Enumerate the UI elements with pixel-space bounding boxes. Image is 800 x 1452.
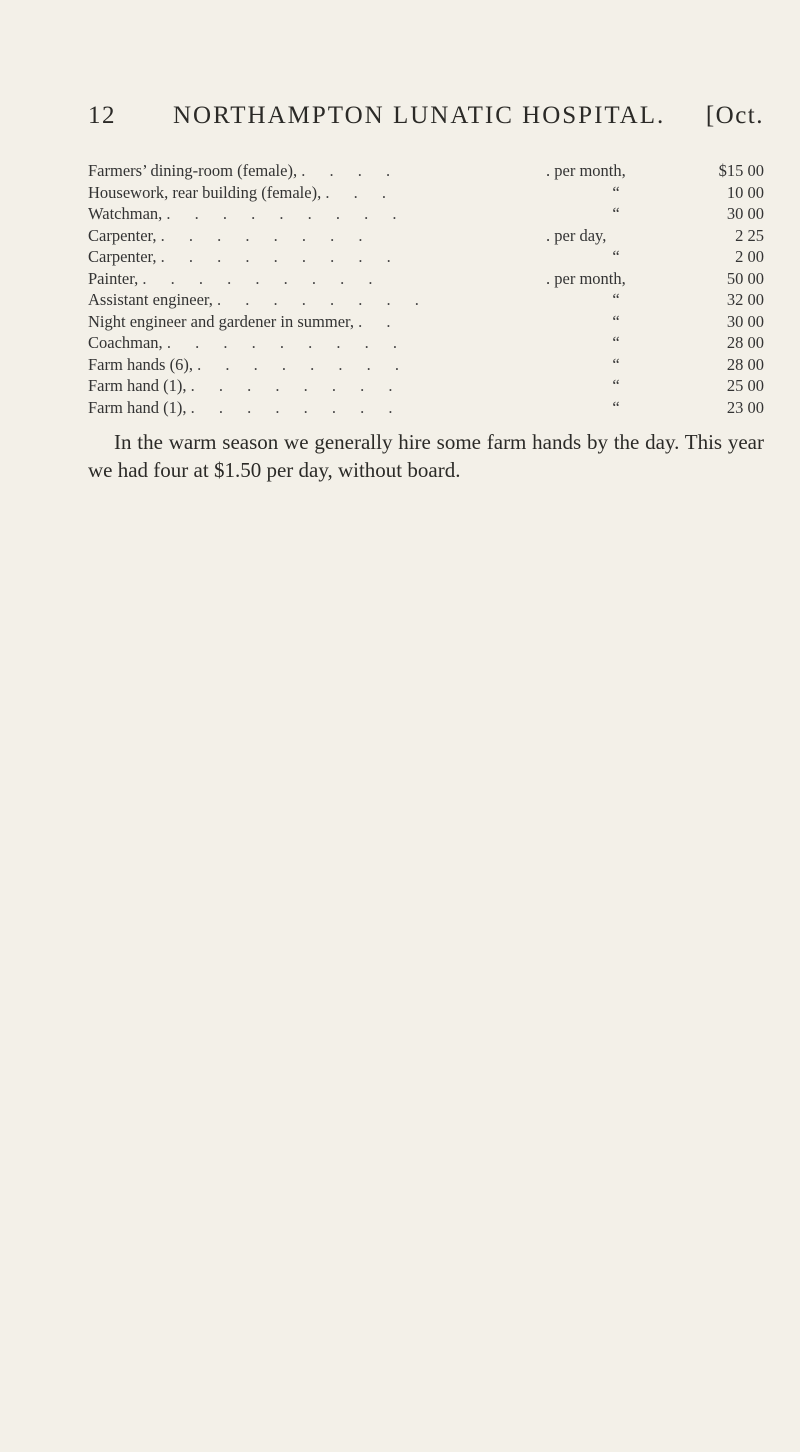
amount-cell: 30 00 bbox=[726, 311, 764, 331]
unit-cell: . per month, bbox=[546, 268, 626, 288]
position-cell: Assistant engineer, . . . . . . . . bbox=[88, 290, 429, 309]
dot-leader: . . . . . . . . bbox=[217, 290, 429, 309]
dot-leader: . . . . . . . . . bbox=[166, 204, 407, 223]
dot-leader: . . . . bbox=[301, 161, 401, 180]
page-number: 12 bbox=[88, 102, 116, 129]
table-row bbox=[88, 311, 764, 333]
dot-leader: . . . bbox=[325, 182, 396, 202]
amount-cell: 32 00 bbox=[726, 290, 764, 309]
table-row bbox=[88, 354, 764, 376]
position-cell: Painter, . . . . . . . . . bbox=[88, 268, 383, 288]
table-row bbox=[88, 332, 764, 354]
table-row bbox=[88, 246, 764, 268]
unit-cell: “ bbox=[612, 290, 620, 309]
position-cell: Carpenter, . . . . . . . . . bbox=[88, 247, 401, 266]
unit-cell: . per day, bbox=[546, 225, 607, 245]
amount-cell: 23 00 bbox=[726, 397, 764, 417]
table-row bbox=[88, 160, 764, 182]
dot-leader: . . . . . . . . bbox=[197, 354, 409, 374]
position-cell: Watchman, . . . . . . . . . bbox=[88, 204, 407, 223]
body-paragraph: In the warm season we generally hire some farm hands by the day. This year we had four at $1.50 per day, without board. bbox=[88, 430, 764, 482]
position-cell: Farm hands (6), . . . . . . . . bbox=[88, 354, 409, 374]
position-cell: Farmers’ dining-room (female), . . . . bbox=[88, 161, 401, 180]
dot-leader: . . . . . . . . bbox=[190, 376, 403, 395]
unit-cell: “ bbox=[612, 247, 620, 266]
running-head bbox=[88, 102, 764, 136]
amount-cell: 50 00 bbox=[726, 268, 764, 288]
amount-cell: 10 00 bbox=[726, 182, 764, 202]
table-row bbox=[88, 182, 764, 204]
amount-cell: 30 00 bbox=[726, 204, 764, 223]
table-row bbox=[88, 397, 764, 419]
unit-cell: “ bbox=[612, 376, 620, 395]
dot-leader: . . . . . . . . bbox=[160, 225, 373, 245]
header-month: [Oct. bbox=[705, 102, 764, 129]
dot-leader: . . . . . . . . bbox=[190, 397, 403, 417]
position-cell: Farm hand (1), . . . . . . . . bbox=[88, 397, 403, 417]
unit-cell: “ bbox=[612, 333, 620, 352]
amount-cell: 2 00 bbox=[735, 247, 764, 266]
table-row bbox=[88, 225, 764, 247]
wage-table bbox=[88, 160, 764, 418]
unit-cell: “ bbox=[612, 397, 620, 417]
dot-leader: . . . . . . . . . bbox=[142, 268, 383, 288]
amount-cell: $15 00 bbox=[718, 161, 764, 180]
amount-cell: 2 25 bbox=[735, 225, 764, 245]
dot-leader: . . bbox=[358, 311, 401, 331]
dot-leader: . . . . . . . . . bbox=[166, 333, 407, 352]
unit-cell: “ bbox=[612, 182, 620, 202]
table-row bbox=[88, 268, 764, 290]
unit-cell: . per month, bbox=[546, 161, 626, 180]
amount-cell: 28 00 bbox=[726, 354, 764, 374]
unit-cell: “ bbox=[612, 311, 620, 331]
dot-leader: . . . . . . . . . bbox=[160, 247, 401, 266]
header-title: NORTHAMPTON LUNATIC HOSPITAL. bbox=[173, 102, 666, 129]
position-cell: Farm hand (1), . . . . . . . . bbox=[88, 376, 403, 395]
position-cell: Coachman, . . . . . . . . . bbox=[88, 333, 407, 352]
unit-cell: “ bbox=[612, 354, 620, 374]
amount-cell: 28 00 bbox=[726, 333, 764, 352]
position-cell: Housework, rear building (female), . . . bbox=[88, 182, 396, 202]
position-cell: Night engineer and gardener in summer, . . bbox=[88, 311, 401, 331]
unit-cell: “ bbox=[612, 204, 620, 223]
position-cell: Carpenter, . . . . . . . . bbox=[88, 225, 373, 245]
amount-cell: 25 00 bbox=[726, 376, 764, 395]
table-row bbox=[88, 289, 764, 311]
table-row bbox=[88, 203, 764, 225]
table-row bbox=[88, 375, 764, 397]
